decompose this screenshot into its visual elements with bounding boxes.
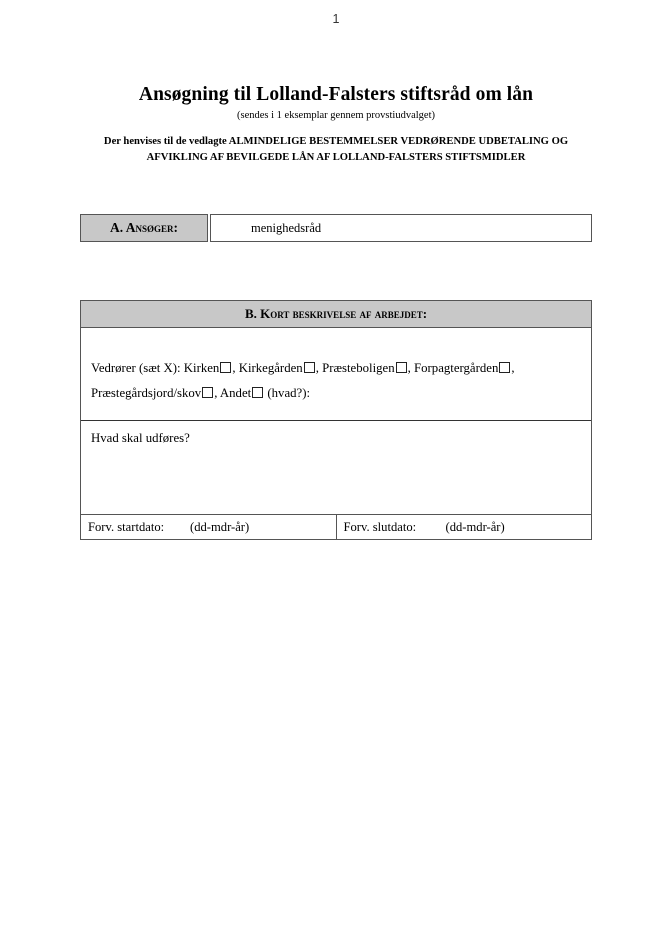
end-date-format-hint: (dd-mdr-år) <box>445 519 505 534</box>
document-reference-note <box>86 134 586 165</box>
separator-0: , <box>232 361 236 375</box>
work-prompt-label: Hvad skal udføres? <box>91 431 190 445</box>
checkbox-praesteboligen[interactable] <box>396 362 407 373</box>
separator-1: , <box>315 361 319 375</box>
reference-lead-text: Der henvises til de vedlagte <box>103 136 227 147</box>
checkbox-kirkegaarden[interactable] <box>304 362 315 373</box>
scope-checkbox-group <box>81 328 591 421</box>
scope-prompt-label: Vedrører (sæt X): <box>91 361 181 375</box>
section-b-work-description <box>80 300 592 540</box>
section-b-header: B. Kort beskrivelse af arbejdet: <box>81 301 591 328</box>
work-description-area[interactable] <box>81 421 591 515</box>
section-a-applicant <box>80 214 592 242</box>
checkbox-option-kirkegaarden-label: Kirkegården <box>238 361 303 375</box>
date-row <box>81 515 591 539</box>
checkbox-forpagtergaarden[interactable] <box>499 362 510 373</box>
reference-caps-text: ALMINDELIGE BESTEMMELSER VEDRØRENDE UDBETALING OG AFVIKLING AF BEVILGEDE LÅN AF LOLLAND-FALSTERS STIFTSMIDLER <box>146 136 569 163</box>
separator-3: , <box>511 361 515 375</box>
checkbox-option-kirken-label: Kirken <box>183 361 220 375</box>
separator-4: , <box>214 386 218 400</box>
checkbox-option-andet-label: Andet <box>219 386 252 400</box>
document-subtitle: (sendes i 1 eksemplar gennem provstiudvalget) <box>237 110 435 121</box>
page-title: Ansøgning til Lolland-Falsters stiftsråd om lån <box>138 84 534 105</box>
checkbox-praestegaardsjord-skov[interactable] <box>202 387 213 398</box>
end-date-label: Forv. slutdato: <box>343 519 417 534</box>
checkbox-andet[interactable] <box>252 387 263 398</box>
section-a-label: A. Ansøger: <box>80 214 208 242</box>
start-date-label: Forv. startdato: <box>88 519 165 534</box>
checkbox-kirken[interactable] <box>220 362 231 373</box>
checkbox-option-praesteboligen-label: Præsteboligen <box>322 361 395 375</box>
start-date-format-hint: (dd-mdr-år) <box>190 519 250 534</box>
checkbox-option-praestegaardsjord-label: Præstegårdsjord/skov <box>91 386 202 400</box>
separator-2: , <box>407 361 411 375</box>
applicant-input-field[interactable]: menighedsråd <box>210 214 592 242</box>
end-date-cell[interactable] <box>336 515 592 539</box>
page-number: 1 <box>332 12 340 26</box>
start-date-cell[interactable] <box>81 515 336 539</box>
other-specify-label: (hvad?): <box>267 386 311 400</box>
checkbox-option-forpagtergaarden-label: Forpagtergården <box>414 361 499 375</box>
